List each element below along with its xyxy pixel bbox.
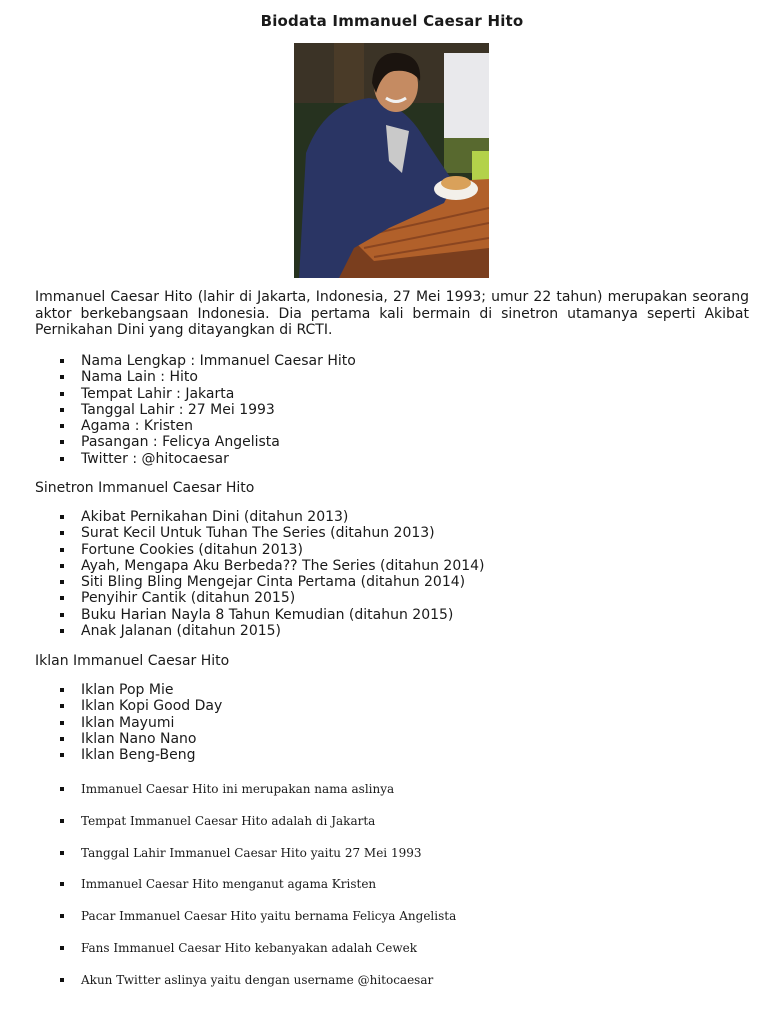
list-item: Akibat Pernikahan Dini (ditahun 2013) [56, 509, 485, 525]
list-item: Immanuel Caesar Hito menganut agama Kristen [56, 876, 456, 908]
list-item: Fortune Cookies (ditahun 2013) [56, 542, 485, 558]
iklan-list [56, 682, 222, 763]
bio-list [56, 353, 356, 467]
list-item: Akun Twitter aslinya yaitu dengan username @hitocaesar [56, 972, 456, 1004]
person-photo-icon [294, 43, 489, 278]
list-item: Penyihir Cantik (ditahun 2015) [56, 590, 485, 606]
list-item: Immanuel Caesar Hito ini merupakan nama aslinya [56, 781, 456, 813]
list-item: Iklan Kopi Good Day [56, 698, 222, 714]
list-item: Fans Immanuel Caesar Hito kebanyakan adalah Cewek [56, 940, 456, 972]
profile-photo [294, 43, 489, 278]
list-item: Buku Harian Nayla 8 Tahun Kemudian (ditahun 2015) [56, 607, 485, 623]
list-item: Agama : Kristen [56, 418, 356, 434]
list-item: Anak Jalanan (ditahun 2015) [56, 623, 485, 639]
list-item: Nama Lengkap : Immanuel Caesar Hito [56, 353, 356, 369]
list-item: Tanggal Lahir Immanuel Caesar Hito yaitu 27 Mei 1993 [56, 845, 456, 877]
list-item: Tanggal Lahir : 27 Mei 1993 [56, 402, 356, 418]
list-item: Iklan Pop Mie [56, 682, 222, 698]
list-item: Pacar Immanuel Caesar Hito yaitu bernama Felicya Angelista [56, 908, 456, 940]
sinetron-list [56, 509, 485, 639]
list-item: Iklan Beng-Beng [56, 747, 222, 763]
sinetron-heading: Sinetron Immanuel Caesar Hito [35, 480, 255, 496]
list-item: Iklan Nano Nano [56, 731, 222, 747]
list-item: Tempat Lahir : Jakarta [56, 386, 356, 402]
iklan-heading: Iklan Immanuel Caesar Hito [35, 653, 230, 669]
list-item: Twitter : @hitocaesar [56, 451, 356, 467]
list-item: Iklan Mayumi [56, 715, 222, 731]
list-item: Surat Kecil Untuk Tuhan The Series (ditahun 2013) [56, 525, 485, 541]
page-title: Biodata Immanuel Caesar Hito [260, 12, 524, 30]
intro-paragraph: Immanuel Caesar Hito (lahir di Jakarta, Indonesia, 27 Mei 1993; umur 22 tahun) merupakan seorang aktor berkebangsaan Indonesia. Dia pertama kali bermain di sinetron utamanya seperti Akibat Pernikahan Dini yang ditayangkan di RCTI. [35, 289, 749, 338]
facts-list [56, 781, 456, 1004]
list-item: Pasangan : Felicya Angelista [56, 434, 356, 450]
list-item: Siti Bling Bling Mengejar Cinta Pertama (ditahun 2014) [56, 574, 485, 590]
list-item: Tempat Immanuel Caesar Hito adalah di Jakarta [56, 813, 456, 845]
list-item: Ayah, Mengapa Aku Berbeda?? The Series (ditahun 2014) [56, 558, 485, 574]
list-item: Nama Lain : Hito [56, 369, 356, 385]
